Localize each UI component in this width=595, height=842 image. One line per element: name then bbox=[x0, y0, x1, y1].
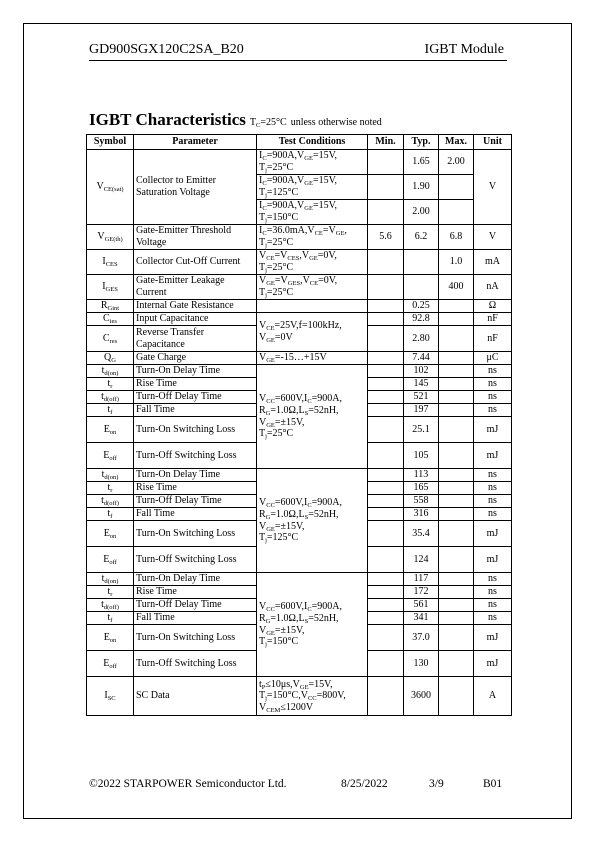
parameter-cell: Fall Time bbox=[134, 612, 257, 625]
typ-cell bbox=[404, 250, 439, 275]
typ-cell: 3600 bbox=[404, 677, 439, 716]
table-header-row bbox=[87, 135, 512, 150]
typ-cell: 561 bbox=[404, 599, 439, 612]
conditions-cell: $I_C=36.0mA,V_{CE}=V_{GE}$, $T_j=25^\circ C$ bbox=[257, 225, 368, 250]
symbol-cell: $t_{d(off)}$ bbox=[87, 599, 134, 612]
conditions-cell: $V_{CE}=V_{CES},V_{GE}=0V$, $T_j=25^\circ C$ bbox=[257, 250, 368, 275]
max-cell: 2.00 bbox=[439, 150, 474, 175]
max-cell bbox=[439, 495, 474, 508]
parameter-cell: Rise Time bbox=[134, 378, 257, 391]
col-header-typ: Typ. bbox=[404, 135, 439, 150]
symbol-cell: $E_{on}$ bbox=[87, 417, 134, 443]
typ-cell: 92.8 bbox=[404, 313, 439, 326]
unit-cell: V bbox=[474, 225, 512, 250]
max-cell bbox=[439, 469, 474, 482]
symbol-cell: $t_f$ bbox=[87, 612, 134, 625]
min-cell bbox=[368, 175, 404, 200]
symbol-cell: $t_{d(on)}$ bbox=[87, 365, 134, 378]
unit-cell: mJ bbox=[474, 417, 512, 443]
unit-cell: mJ bbox=[474, 651, 512, 677]
unit-cell: ns bbox=[474, 573, 512, 586]
parameter-cell: Reverse Transfer Capacitance bbox=[134, 326, 257, 352]
col-header-max: Max. bbox=[439, 135, 474, 150]
conditions-cell: $I_C=900A,V_{GE}=15V$, $T_j=125^\circ C$ bbox=[257, 175, 368, 200]
typ-cell: 2.00 bbox=[404, 200, 439, 225]
min-cell bbox=[368, 326, 404, 352]
parameter-cell: Collector Cut-Off Current bbox=[134, 250, 257, 275]
typ-cell: 37.0 bbox=[404, 625, 439, 651]
col-header-min: Min. bbox=[368, 135, 404, 150]
parameter-cell: Turn-On Delay Time bbox=[134, 573, 257, 586]
parameter-cell: Input Capacitance bbox=[134, 313, 257, 326]
unit-cell: ns bbox=[474, 391, 512, 404]
typ-cell: 124 bbox=[404, 547, 439, 573]
part-number: GD900SGX120C2SA_B20 bbox=[89, 42, 244, 57]
min-cell bbox=[368, 586, 404, 599]
parameter-cell: Fall Time bbox=[134, 404, 257, 417]
section-title: IGBT Characteristics bbox=[89, 110, 246, 129]
min-cell bbox=[368, 612, 404, 625]
conditions-cell: $V_{CC}=600V,I_C=900A$, $R_G=1.0\Omega,L_S=52nH$, $V_{GE}=\pm 15V$, $T_j=125^\circ C$ bbox=[257, 469, 368, 573]
symbol-cell: $t_f$ bbox=[87, 404, 134, 417]
unit-cell: ns bbox=[474, 495, 512, 508]
symbol-cell: $E_{on}$ bbox=[87, 521, 134, 547]
parameter-cell: Turn-On Switching Loss bbox=[134, 417, 257, 443]
max-cell bbox=[439, 547, 474, 573]
symbol-cell: $E_{off}$ bbox=[87, 651, 134, 677]
symbol-cell: $t_{d(off)}$ bbox=[87, 495, 134, 508]
min-cell bbox=[368, 391, 404, 404]
typ-cell: 113 bbox=[404, 469, 439, 482]
max-cell bbox=[439, 599, 474, 612]
parameter-cell: Collector to Emitter Saturation Voltage bbox=[134, 150, 257, 225]
unit-cell: V bbox=[474, 150, 512, 225]
typ-cell: 341 bbox=[404, 612, 439, 625]
min-cell: 5.6 bbox=[368, 225, 404, 250]
symbol-cell: $I_{GES}$ bbox=[87, 275, 134, 300]
conditions-cell bbox=[257, 300, 368, 313]
unit-cell: mJ bbox=[474, 443, 512, 469]
max-cell bbox=[439, 612, 474, 625]
parameter-cell: Turn-Off Delay Time bbox=[134, 495, 257, 508]
symbol-cell: $C_{ies}$ bbox=[87, 313, 134, 326]
parameter-cell: Turn-Off Delay Time bbox=[134, 391, 257, 404]
symbol-cell: $t_{d(off)}$ bbox=[87, 391, 134, 404]
symbol-cell: $E_{on}$ bbox=[87, 625, 134, 651]
unit-cell: ns bbox=[474, 612, 512, 625]
min-cell bbox=[368, 547, 404, 573]
max-cell bbox=[439, 586, 474, 599]
max-cell bbox=[439, 378, 474, 391]
min-cell bbox=[368, 508, 404, 521]
min-cell bbox=[368, 443, 404, 469]
col-header-symbol: Symbol bbox=[87, 135, 134, 150]
table-row bbox=[87, 313, 512, 326]
unit-cell: mA bbox=[474, 250, 512, 275]
parameter-cell: SC Data bbox=[134, 677, 257, 716]
max-cell bbox=[439, 365, 474, 378]
col-header-parameter: Parameter bbox=[134, 135, 257, 150]
parameter-cell: Gate-Emitter Threshold Voltage bbox=[134, 225, 257, 250]
table-row bbox=[87, 300, 512, 313]
typ-cell: 172 bbox=[404, 586, 439, 599]
typ-cell: 165 bbox=[404, 482, 439, 495]
section-title-block bbox=[89, 110, 382, 130]
unit-cell: ns bbox=[474, 599, 512, 612]
typ-cell: 25.1 bbox=[404, 417, 439, 443]
conditions-cell: $V_{CE}=25V,f=100kHz$, $V_{GE}=0V$ bbox=[257, 313, 368, 352]
igbt-characteristics-table bbox=[86, 134, 512, 716]
symbol-cell: $t_r$ bbox=[87, 482, 134, 495]
table-row bbox=[87, 365, 512, 378]
table-row bbox=[87, 150, 512, 175]
symbol-cell: $t_f$ bbox=[87, 508, 134, 521]
min-cell bbox=[368, 573, 404, 586]
max-cell bbox=[439, 175, 474, 200]
min-cell bbox=[368, 378, 404, 391]
unit-cell: nF bbox=[474, 326, 512, 352]
max-cell bbox=[439, 391, 474, 404]
max-cell bbox=[439, 651, 474, 677]
unit-cell: A bbox=[474, 677, 512, 716]
min-cell bbox=[368, 469, 404, 482]
unit-cell: ns bbox=[474, 508, 512, 521]
col-header-unit: Unit bbox=[474, 135, 512, 150]
max-cell bbox=[439, 313, 474, 326]
min-cell bbox=[368, 200, 404, 225]
max-cell: 1.0 bbox=[439, 250, 474, 275]
max-cell bbox=[439, 326, 474, 352]
typ-cell: 521 bbox=[404, 391, 439, 404]
unit-cell: mJ bbox=[474, 521, 512, 547]
min-cell bbox=[368, 495, 404, 508]
table-row bbox=[87, 573, 512, 586]
symbol-cell: $E_{off}$ bbox=[87, 443, 134, 469]
unit-cell: mJ bbox=[474, 547, 512, 573]
parameter-cell: Turn-On Switching Loss bbox=[134, 625, 257, 651]
symbol-cell: $t_{d(on)}$ bbox=[87, 573, 134, 586]
conditions-cell: $I_C=900A,V_{GE}=15V$, $T_j=150^\circ C$ bbox=[257, 200, 368, 225]
max-cell bbox=[439, 200, 474, 225]
parameter-cell: Turn-Off Switching Loss bbox=[134, 651, 257, 677]
symbol-cell: $C_{res}$ bbox=[87, 326, 134, 352]
max-cell bbox=[439, 677, 474, 716]
max-cell bbox=[439, 482, 474, 495]
symbol-cell: $t_{d(on)}$ bbox=[87, 469, 134, 482]
unit-cell: ns bbox=[474, 469, 512, 482]
footer-page: 3/9 bbox=[429, 778, 444, 790]
conditions-cell: $V_{GE}=V_{GES},V_{CE}=0V$, $T_j=25^\circ C$ bbox=[257, 275, 368, 300]
min-cell bbox=[368, 404, 404, 417]
parameter-cell: Rise Time bbox=[134, 482, 257, 495]
typ-cell: 117 bbox=[404, 573, 439, 586]
min-cell bbox=[368, 482, 404, 495]
max-cell bbox=[439, 521, 474, 547]
parameter-cell: Turn-Off Switching Loss bbox=[134, 547, 257, 573]
col-header-conditions: Test Conditions bbox=[257, 135, 368, 150]
min-cell bbox=[368, 599, 404, 612]
footer-copyright: ©2022 STARPOWER Semiconductor Ltd. bbox=[89, 778, 287, 790]
typ-cell: 105 bbox=[404, 443, 439, 469]
footer-date: 8/25/2022 bbox=[341, 778, 388, 790]
typ-cell: 7.44 bbox=[404, 352, 439, 365]
typ-cell bbox=[404, 275, 439, 300]
unit-cell: ns bbox=[474, 404, 512, 417]
typ-cell: 1.65 bbox=[404, 150, 439, 175]
typ-cell: 102 bbox=[404, 365, 439, 378]
symbol-cell: $R_{Gint}$ bbox=[87, 300, 134, 313]
typ-cell: 130 bbox=[404, 651, 439, 677]
conditions-cell: $V_{CC}=600V,I_C=900A$, $R_G=1.0\Omega,L_S=52nH$, $V_{GE}=\pm 15V$, $T_j=25^\circ C$ bbox=[257, 365, 368, 469]
min-cell bbox=[368, 365, 404, 378]
max-cell bbox=[439, 300, 474, 313]
parameter-cell: Gate-Emitter Leakage Current bbox=[134, 275, 257, 300]
unit-cell: ns bbox=[474, 586, 512, 599]
max-cell bbox=[439, 573, 474, 586]
conditions-cell: $I_C=900A,V_{GE}=15V$, $T_j=25^\circ C$ bbox=[257, 150, 368, 175]
symbol-cell: $V_{GE(th)}$ bbox=[87, 225, 134, 250]
symbol-cell: $I_{SC}$ bbox=[87, 677, 134, 716]
min-cell bbox=[368, 521, 404, 547]
typ-cell: 1.90 bbox=[404, 175, 439, 200]
typ-cell: 6.2 bbox=[404, 225, 439, 250]
table-row bbox=[87, 275, 512, 300]
parameter-cell: Turn-Off Switching Loss bbox=[134, 443, 257, 469]
symbol-cell: $t_r$ bbox=[87, 378, 134, 391]
parameter-cell: Rise Time bbox=[134, 586, 257, 599]
typ-cell: 197 bbox=[404, 404, 439, 417]
min-cell bbox=[368, 300, 404, 313]
min-cell bbox=[368, 417, 404, 443]
typ-cell: 145 bbox=[404, 378, 439, 391]
min-cell bbox=[368, 313, 404, 326]
min-cell bbox=[368, 150, 404, 175]
unit-cell: ns bbox=[474, 378, 512, 391]
parameter-cell: Turn-On Delay Time bbox=[134, 365, 257, 378]
typ-cell: 0.25 bbox=[404, 300, 439, 313]
min-cell bbox=[368, 275, 404, 300]
typ-cell: 558 bbox=[404, 495, 439, 508]
symbol-cell: $Q_G$ bbox=[87, 352, 134, 365]
unit-cell: mJ bbox=[474, 625, 512, 651]
unit-cell: ns bbox=[474, 365, 512, 378]
max-cell bbox=[439, 625, 474, 651]
parameter-cell: Turn-On Switching Loss bbox=[134, 521, 257, 547]
typ-cell: 35.4 bbox=[404, 521, 439, 547]
conditions-cell: $V_{GE}=-15\dots+15V$ bbox=[257, 352, 368, 365]
table-row bbox=[87, 250, 512, 275]
min-cell bbox=[368, 352, 404, 365]
table-row bbox=[87, 352, 512, 365]
unit-cell: nA bbox=[474, 275, 512, 300]
product-type: IGBT Module bbox=[424, 42, 504, 57]
max-cell bbox=[439, 404, 474, 417]
table-row bbox=[87, 469, 512, 482]
parameter-cell: Internal Gate Resistance bbox=[134, 300, 257, 313]
conditions-cell: $V_{CC}=600V,I_C=900A$, $R_G=1.0\Omega,L_S=52nH$, $V_{GE}=\pm 15V$, $T_j=150^\circ C$ bbox=[257, 573, 368, 677]
footer-revision: B01 bbox=[483, 778, 503, 790]
max-cell bbox=[439, 443, 474, 469]
header-divider bbox=[89, 60, 507, 61]
unit-cell: ns bbox=[474, 482, 512, 495]
typ-cell: 316 bbox=[404, 508, 439, 521]
symbol-cell: $I_{CES}$ bbox=[87, 250, 134, 275]
parameter-cell: Turn-On Delay Time bbox=[134, 469, 257, 482]
unit-cell: nF bbox=[474, 313, 512, 326]
condition-note: unless otherwise noted bbox=[290, 117, 382, 128]
typ-cell: 2.80 bbox=[404, 326, 439, 352]
max-cell bbox=[439, 352, 474, 365]
max-cell bbox=[439, 508, 474, 521]
symbol-cell: $E_{off}$ bbox=[87, 547, 134, 573]
min-cell bbox=[368, 250, 404, 275]
parameter-cell: Fall Time bbox=[134, 508, 257, 521]
table-row bbox=[87, 225, 512, 250]
max-cell bbox=[439, 417, 474, 443]
min-cell bbox=[368, 651, 404, 677]
symbol-cell: $t_r$ bbox=[87, 586, 134, 599]
max-cell: 400 bbox=[439, 275, 474, 300]
unit-cell: μC bbox=[474, 352, 512, 365]
min-cell bbox=[368, 625, 404, 651]
parameter-cell: Gate Charge bbox=[134, 352, 257, 365]
conditions-cell: $t_P\le 10\mu s,V_{GE}=15V$, $T_j=150^\circ C,V_{CC}=800V$, $V_{CEM}\le 1200V$ bbox=[257, 677, 368, 716]
table-row bbox=[87, 677, 512, 716]
unit-cell: Ω bbox=[474, 300, 512, 313]
symbol-cell: $V_{CE(sat)}$ bbox=[87, 150, 134, 225]
parameter-cell: Turn-Off Delay Time bbox=[134, 599, 257, 612]
condition-note-prefix: $T_C=25^\circ C$ bbox=[249, 117, 287, 129]
max-cell: 6.8 bbox=[439, 225, 474, 250]
min-cell bbox=[368, 677, 404, 716]
